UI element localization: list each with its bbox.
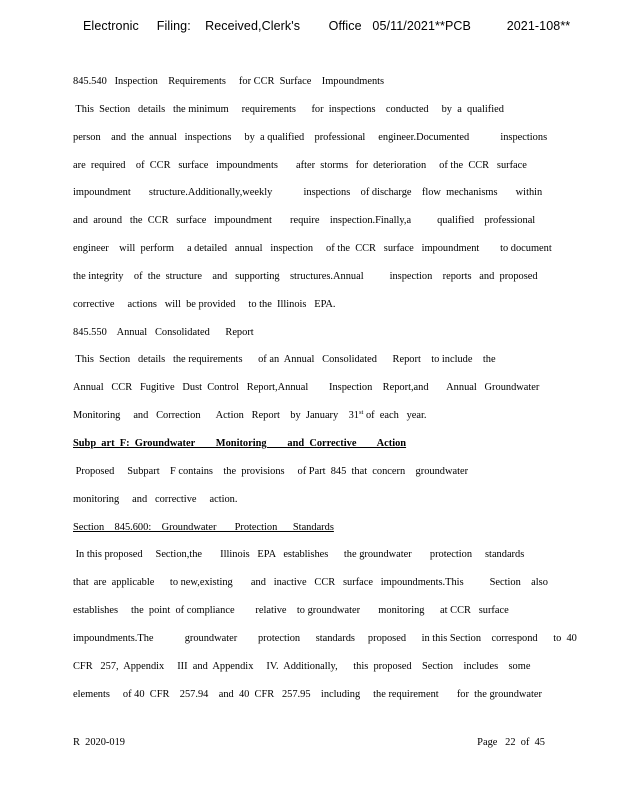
paragraph-line: monitoring and corrective action. — [73, 493, 238, 505]
subpart-f-heading: Subp art F: Groundwater Monitoring and Corrective Action — [73, 437, 407, 449]
section-845-600-heading-row — [73, 514, 543, 542]
paragraph-line — [73, 402, 543, 430]
paragraph-line: impoundments.The groundwater protection standards proposed in this Section correspond to 40 — [73, 632, 577, 644]
docket-number: R 2020-019 — [73, 737, 125, 748]
paragraph-line: This Section details the requirements of an Annual Consolidated Report to include the — [73, 354, 496, 366]
line-text: of each year. — [363, 410, 427, 422]
paragraph-line: This Section details the minimum requirements for inspections conducted by a qualified — [73, 103, 504, 115]
paragraph-line: that are applicable to new,existing and inactive CCR surface impoundments.This Section also — [73, 577, 548, 589]
paragraph-line: impoundment structure.Additionally,weekly inspections of discharge flow mechanisms within — [73, 187, 543, 199]
paragraph-line: CFR 257, Appendix III and Appendix IV. Additionally, this proposed Section includes some — [73, 660, 531, 672]
paragraph-line: are required of CCR surface impoundments after storms for deterioration of the CCR surface — [73, 159, 527, 171]
paragraph-line: corrective actions will be provided to the Illinois EPA. — [73, 298, 336, 310]
document-body — [73, 68, 577, 708]
paragraph-line: elements of 40 CFR 257.94 and 40 CFR 257.95 including the requirement for the groundwater — [73, 688, 542, 700]
paragraph-line: In this proposed Section,the Illinois EPA establishes the groundwater protection standards — [73, 549, 525, 561]
page-number: Page 22 of 45 — [477, 737, 545, 748]
paragraph-line: Annual CCR Fugitive Dust Control Report,Annual Inspection Report,and Annual Groundwater — [73, 382, 540, 394]
paragraph-line: engineer will perform a detailed annual inspection of the CCR surface impoundment to document — [73, 243, 552, 255]
line-text: Monitoring and Correction Action Report by January 31 — [73, 410, 359, 422]
filing-stamp-header: Electronic Filing: Received,Clerk's Office 05/11/2021**PCB 2021-108** — [83, 19, 571, 33]
section-845-600-heading: Section 845.600: Groundwater Protection Standards — [73, 521, 334, 533]
page-footer — [73, 737, 545, 757]
paragraph-line: Proposed Subpart F contains the provisions of Part 845 that concern groundwater — [73, 465, 469, 477]
section-845-550-heading: 845.550 Annual Consolidated Report — [73, 326, 254, 338]
paragraph-line: person and the annual inspections by a qualified professional engineer.Documented inspections — [73, 131, 548, 143]
section-845-540-heading: 845.540 Inspection Requirements for CCR Surface Impoundments — [73, 76, 385, 87]
paragraph-line: and around the CCR surface impoundment require inspection.Finally,a qualified professional — [73, 215, 536, 227]
subpart-f-heading-row — [73, 430, 543, 458]
ordinal-suffix: st — [359, 409, 364, 417]
paragraph-line: establishes the point of compliance relative to groundwater monitoring at CCR surface — [73, 605, 509, 617]
paragraph-line: the integrity of the structure and supporting structures.Annual inspection reports and proposed — [73, 270, 538, 282]
